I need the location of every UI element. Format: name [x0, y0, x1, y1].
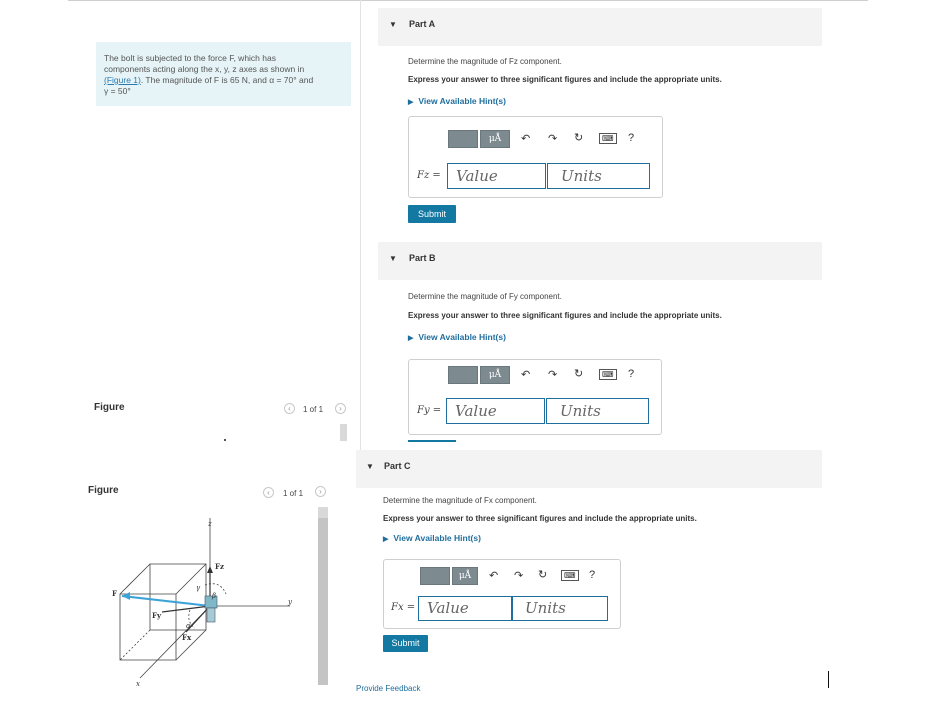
angle-beta-label: β: [212, 592, 217, 600]
part-b-field-label: Fy =: [417, 405, 442, 416]
part-c-hint-toggle[interactable]: [383, 533, 481, 543]
force-Fy-arrow: [162, 606, 210, 612]
templates-button[interactable]: [420, 567, 450, 585]
reset-icon[interactable]: ↻: [538, 569, 548, 581]
part-c-hint-label: View Available Hint(s): [393, 533, 481, 543]
part-b-title: Part B: [409, 253, 436, 263]
figure-upper-next-button[interactable]: ›: [335, 403, 346, 414]
figure-lower-prev-button[interactable]: ‹: [263, 487, 274, 498]
units-button[interactable]: μÅ: [480, 130, 510, 148]
part-b-hint-toggle[interactable]: [408, 332, 506, 342]
reset-icon[interactable]: ↻: [574, 132, 584, 144]
part-c-submit-button[interactable]: Submit: [383, 635, 428, 652]
angle-alpha-label: α: [186, 622, 191, 630]
redo-icon[interactable]: ↷: [548, 369, 558, 381]
axis-z-label: z: [208, 520, 212, 528]
text-cursor: [828, 671, 829, 688]
templates-button[interactable]: [448, 130, 478, 148]
part-b-value-input[interactable]: Value: [446, 398, 545, 424]
caret-right-icon: ▶: [408, 335, 414, 342]
part-c-value-input[interactable]: Value: [418, 596, 512, 621]
part-c-units-input[interactable]: Units: [512, 596, 608, 621]
problem-line-3: . The magnitude of F is 65 N, and α = 70° and: [140, 75, 314, 85]
figure-upper-tick: [224, 439, 226, 441]
part-a-answer-box: [408, 116, 663, 198]
units-button[interactable]: μÅ: [452, 567, 478, 585]
problem-line-4: γ = 50°: [104, 86, 131, 96]
force-diagram: [100, 510, 310, 690]
part-b-question: Determine the magnitude of Fy component.: [408, 292, 562, 301]
part-a-field-label: Fz =: [417, 170, 441, 181]
pane-divider: [360, 0, 361, 460]
part-c-question: Determine the magnitude of Fx component.: [383, 496, 537, 505]
top-divider: [68, 0, 868, 1]
undo-icon[interactable]: ↶: [489, 570, 499, 582]
force-Fy-label: Fy: [152, 611, 162, 620]
templates-button[interactable]: [448, 366, 478, 384]
collapse-arrow-icon: ▼: [389, 254, 397, 263]
redo-icon[interactable]: ↷: [548, 133, 558, 145]
force-Fz-label: Fz: [215, 562, 224, 571]
units-button[interactable]: μÅ: [480, 366, 510, 384]
undo-icon[interactable]: ↶: [521, 133, 531, 145]
figure-upper-prev-button[interactable]: ‹: [284, 403, 295, 414]
redo-icon[interactable]: ↷: [514, 570, 524, 582]
part-a-instruction: Express your answer to three significant figures and include the appropriate units.: [408, 75, 722, 84]
bolt-shank: [207, 608, 215, 622]
collapse-arrow-icon: ▼: [366, 462, 374, 471]
undo-icon[interactable]: ↶: [521, 369, 531, 381]
problem-line-1: The bolt is subjected to the force F, which has: [104, 53, 276, 63]
keyboard-icon[interactable]: ⌨: [561, 570, 579, 581]
part-a-value-input[interactable]: Value: [447, 163, 546, 189]
part-a-hint-label: View Available Hint(s): [418, 96, 506, 106]
help-icon[interactable]: ?: [628, 132, 635, 144]
figure-lower-scroll-thumb[interactable]: [318, 518, 328, 685]
figure-lower-label: Figure: [88, 485, 119, 496]
caret-right-icon: ▶: [408, 99, 414, 106]
force-Fx-label: Fx: [182, 633, 192, 642]
force-F-arrow: [122, 596, 210, 606]
angle-gamma-label: γ: [196, 584, 201, 592]
help-icon[interactable]: ?: [589, 569, 596, 581]
part-a-hint-toggle[interactable]: [408, 96, 506, 106]
keyboard-icon[interactable]: ⌨: [599, 369, 617, 380]
figure-link[interactable]: (Figure 1): [104, 75, 141, 85]
part-a-submit-button[interactable]: Submit: [408, 205, 456, 223]
figure-upper-pager: 1 of 1: [303, 405, 324, 414]
keyboard-icon[interactable]: ⌨: [599, 133, 617, 144]
axis-y-label: y: [288, 598, 292, 606]
figure-lower-pager: 1 of 1: [283, 489, 304, 498]
figure-upper-label: Figure: [94, 402, 125, 413]
part-b-submit-edge: [408, 440, 456, 442]
part-a-units-input[interactable]: Units: [547, 163, 650, 189]
part-c-header[interactable]: [356, 450, 822, 488]
figure-upper-scrollbar[interactable]: [340, 424, 347, 441]
axis-x-label: x: [136, 680, 140, 688]
force-F-head: [122, 592, 130, 600]
part-b-units-input[interactable]: Units: [546, 398, 649, 424]
part-c-answer-box: [383, 559, 621, 629]
provide-feedback-link[interactable]: Provide Feedback: [356, 684, 421, 693]
part-b-header[interactable]: [378, 242, 822, 280]
force-F-label: F: [112, 589, 117, 598]
part-b-answer-box: [408, 359, 662, 435]
problem-statement: [96, 42, 351, 106]
help-icon[interactable]: ?: [628, 368, 635, 380]
collapse-arrow-icon: ▼: [389, 20, 397, 29]
part-a-question: Determine the magnitude of Fz component.: [408, 57, 562, 66]
part-b-hint-label: View Available Hint(s): [418, 332, 506, 342]
figure-lower-next-button[interactable]: ›: [315, 486, 326, 497]
part-a-header[interactable]: [378, 8, 822, 46]
problem-line-2: components acting along the x, y, z axes as shown in: [104, 64, 305, 74]
part-c-instruction: Express your answer to three significant figures and include the appropriate units.: [383, 514, 697, 523]
part-b-instruction: Express your answer to three significant figures and include the appropriate units.: [408, 311, 722, 320]
part-c-field-label: Fx =: [391, 602, 416, 613]
part-a-title: Part A: [409, 19, 436, 29]
part-c-title: Part C: [384, 461, 411, 471]
caret-right-icon: ▶: [383, 536, 389, 543]
reset-icon[interactable]: ↻: [574, 368, 584, 380]
